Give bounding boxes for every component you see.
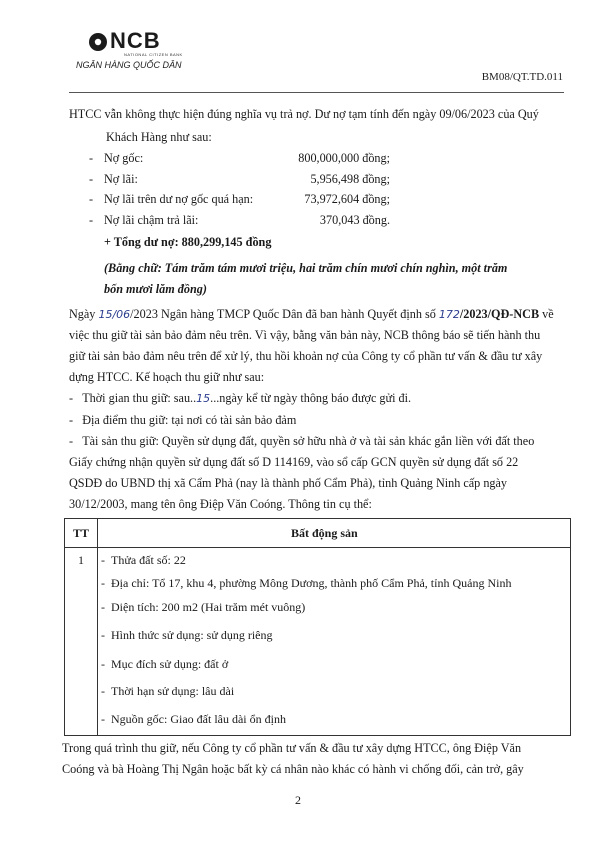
closing-line-1: Trong quá trình thu giữ, nếu Công ty cổ phần tư vấn & đầu tư xây dựng HTCC, ông Điệp Văn — [62, 741, 522, 755]
property-table — [64, 518, 571, 736]
header-asset: Bất động sản — [291, 526, 358, 540]
table-row: - Địa chỉ: Tổ 17, khu 4, phường Mông Dương, thành phố Cẩm Phả, tỉnh Quảng Ninh — [101, 576, 512, 590]
plan-time — [69, 390, 411, 407]
table-row: - Mục đích sử dụng: đất ở — [101, 657, 229, 671]
item-text: Nguồn gốc: Giao đất lâu dài ổn định — [111, 712, 286, 726]
debt-label: Nợ lãi chậm trả lãi: — [104, 213, 199, 227]
place-text: Địa điểm thu giữ: tại nơi có tài sản bảo đảm — [82, 413, 297, 427]
decision-number-suffix: /2023/QĐ-NCB — [459, 307, 540, 321]
closing-line-2: Coóng và bà Hoàng Thị Ngân hoặc bất kỳ cá nhân nào khác có hành vi chống đối, cản trở, gây — [62, 762, 524, 776]
decision-line-2: việc thu giữ tài sản bảo đảm nêu trên. Vì vậy, bằng văn bản này, NCB thông báo sẽ tiến hành thu — [69, 328, 541, 342]
row-number: 1 — [78, 553, 84, 567]
ncb-logo-icon — [88, 32, 108, 52]
list-dash: - — [69, 434, 83, 448]
total-debt: + Tổng dư nợ: 880,299,145 đồng — [104, 235, 272, 249]
list-dash: - — [69, 413, 83, 427]
list-dash: - — [89, 172, 94, 186]
list-dash: - — [89, 213, 94, 227]
debt-label: Nợ gốc: — [104, 151, 144, 165]
debt-value: 73,972,604 đồng; — [304, 192, 390, 206]
item-text: Mục đích sử dụng: đất ở — [111, 657, 229, 671]
intro-line-2: Khách Hàng như sau: — [106, 130, 212, 144]
table-row: - Hình thức sử dụng: sử dụng riêng — [101, 628, 273, 642]
logo-text: NCB — [110, 28, 161, 53]
plan-asset-line-3: QSDĐ do UBND thị xã Cẩm Phả (nay là thành phố Cẩm Phả), tỉnh Quảng Ninh cấp ngày — [69, 476, 508, 490]
header-divider — [69, 92, 564, 93]
asset-text: Tài sản thu giữ: Quyền sử dụng đất, quyền sở hữu nhà ở và tài sản khác gắn liền với đất theo — [82, 434, 535, 448]
debt-value: 370,043 đồng. — [319, 213, 390, 227]
decision-prefix: Ngày — [69, 307, 99, 321]
debt-value: 800,000,000 đồng; — [298, 151, 390, 165]
decision-line-1 — [69, 306, 554, 323]
item-text: Hình thức sử dụng: sử dụng riêng — [111, 628, 273, 642]
item-text: Địa chỉ: Tổ 17, khu 4, phường Mông Dương, thành phố Cẩm Phả, tỉnh Quảng Ninh — [111, 576, 512, 590]
amount-in-words-line-1: (Bằng chữ: Tám trăm tám mươi triệu, hai trăm chín mươi chín nghìn, một trăm — [104, 261, 508, 275]
intro-line-1: HTCC vẫn không thực hiện đúng nghĩa vụ trả nợ. Dư nợ tạm tính đến ngày 09/06/2023 của Quý — [69, 107, 539, 121]
debt-label: Nợ lãi: — [104, 172, 138, 186]
item-text: Diện tích: 200 m2 (Hai trăm mét vuông) — [111, 600, 306, 614]
handwritten-decision-number: 172 — [438, 308, 460, 321]
table-row: - Diện tích: 200 m2 (Hai trăm mét vuông) — [101, 600, 306, 614]
plan-asset-line-1 — [69, 433, 534, 449]
item-text: Thửa đất số: 22 — [111, 553, 186, 567]
table-row: - Thời hạn sử dụng: lâu dài — [101, 684, 235, 698]
list-dash: - — [89, 151, 94, 165]
debt-value: 5,956,498 đồng; — [310, 172, 390, 186]
item-text: Thời hạn sử dụng: lâu dài — [111, 684, 235, 698]
list-dash: - — [89, 192, 94, 206]
handwritten-days: 15 — [196, 392, 211, 405]
plan-asset-line-4: 30/12/2003, mang tên ông Điệp Văn Coóng. Thông tin cụ thể: — [69, 497, 372, 511]
plan-place — [69, 412, 296, 428]
decision-line-4: dựng HTCC. Kế hoạch thu giữ như sau: — [69, 370, 265, 384]
time-prefix: Thời gian thu giữ: sau.. — [82, 391, 197, 405]
decision-mid: /2023 Ngân hàng TMCP Quốc Dân đã ban hành Quyết định số — [130, 307, 439, 321]
table-row: - Thửa đất số: 22 — [101, 553, 186, 567]
document-code: BM08/QT.TD.011 — [481, 71, 563, 83]
debt-label: Nợ lãi trên dư nợ gốc quá hạn: — [104, 192, 254, 206]
list-dash: - — [69, 391, 83, 405]
table-row: - Nguồn gốc: Giao đất lâu dài ổn định — [101, 712, 286, 726]
plan-asset-line-2: Giấy chứng nhận quyền sử dụng đất số D 114169, vào sổ cấp GCN quyền sử dụng đất số 22 — [69, 455, 519, 469]
time-suffix: ...ngày kể từ ngày thông báo được gửi đi. — [210, 391, 412, 405]
decision-end: về — [539, 307, 554, 321]
ncb-logo — [76, 28, 186, 74]
header-tt: TT — [73, 526, 90, 540]
logo-subtext: NATIONAL CITIZEN BANK — [124, 52, 183, 57]
bank-name: NGÂN HÀNG QUỐC DÂN — [76, 60, 182, 70]
handwritten-date: 15/06 — [98, 308, 131, 321]
page-number: 2 — [295, 793, 301, 807]
tt-column — [65, 519, 98, 735]
amount-in-words-line-2: bốn mươi lăm đồng) — [104, 282, 207, 296]
decision-line-3: giữ tài sản bảo đảm nêu trên để xử lý, thu hồi khoản nợ của Công ty cổ phần tư vấn & đầu tư xây — [69, 349, 543, 363]
